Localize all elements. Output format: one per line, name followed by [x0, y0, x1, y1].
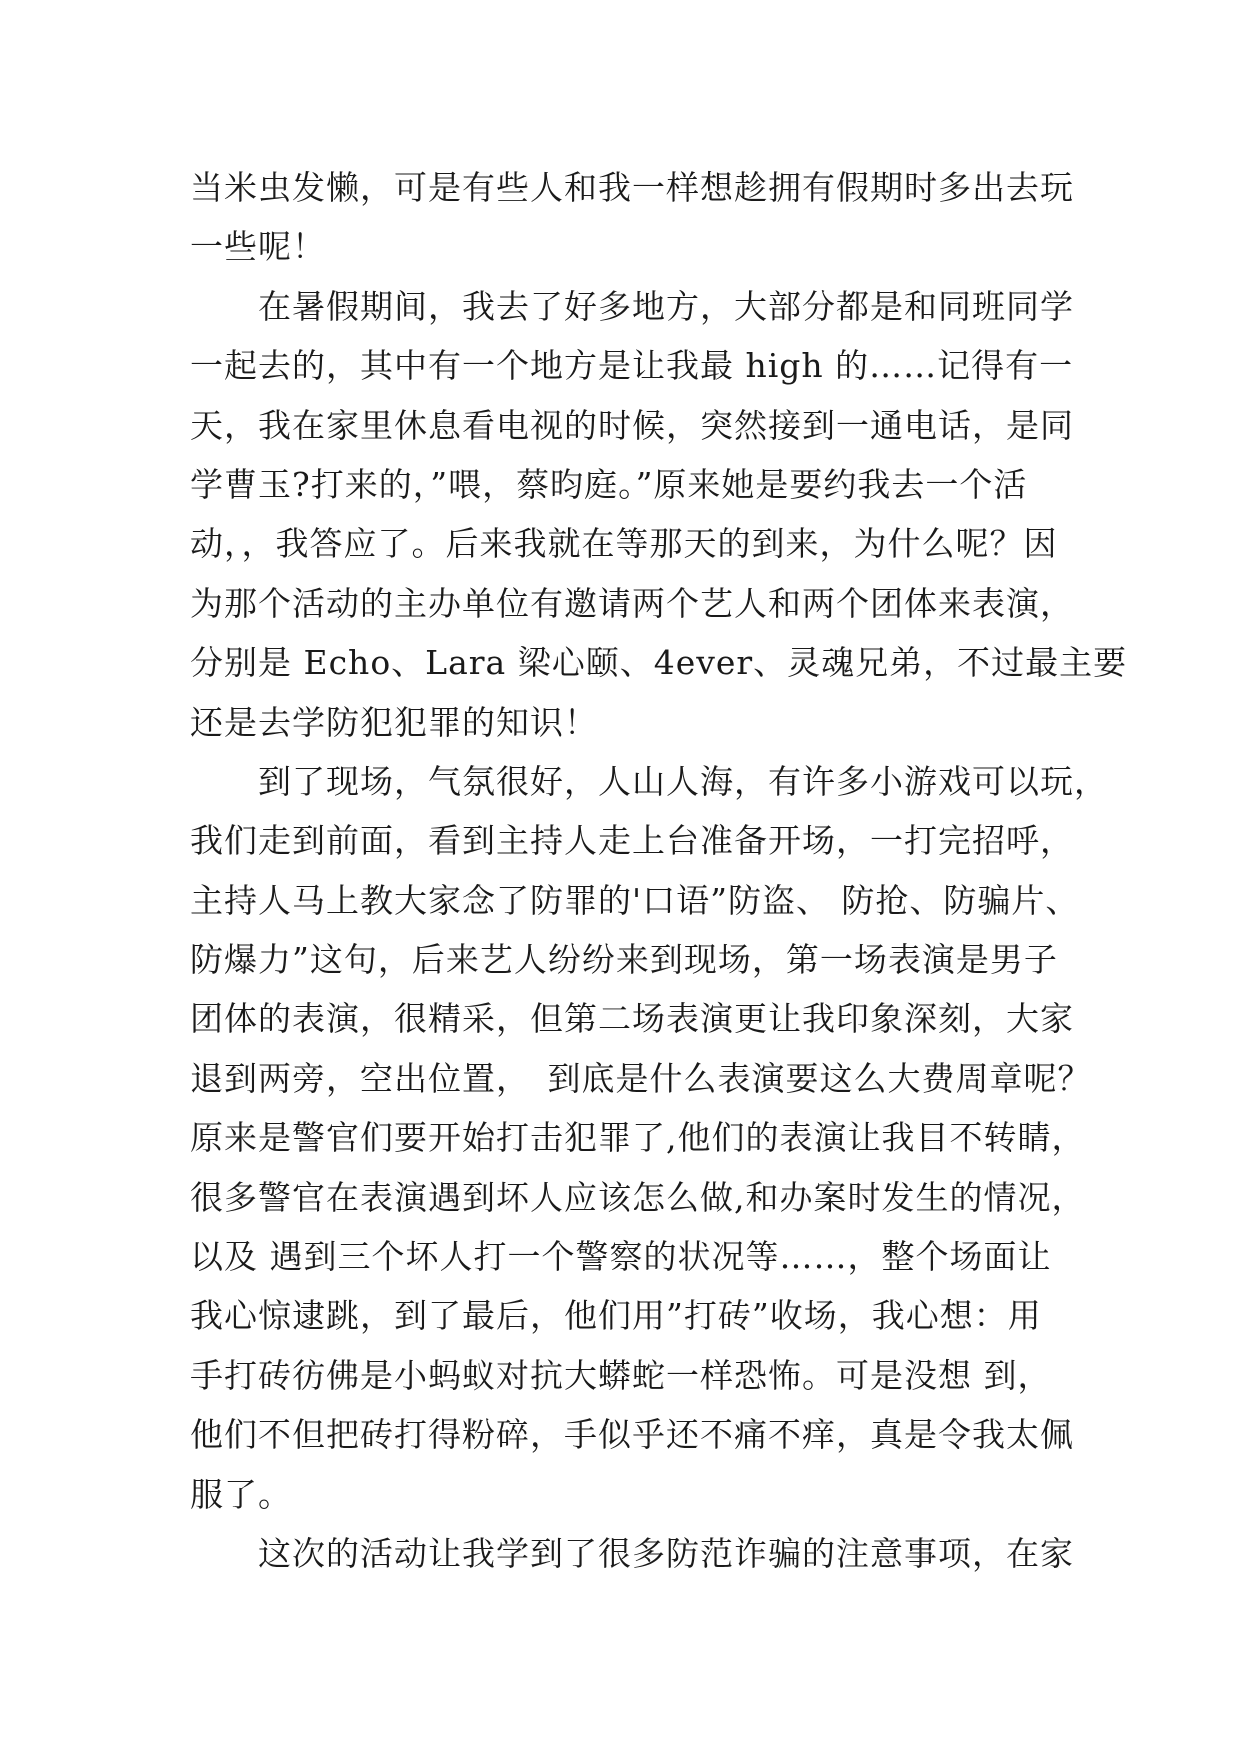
text-line: 当米虫发懒，可是有些人和我一样想趁拥有假期时多出去玩 — [190, 168, 1074, 207]
text-line: 一些呢！ — [190, 227, 326, 267]
text-line: 在暑假期间，我去了好多地方，大部分都是和同班同学 — [190, 286, 1074, 326]
text-line: 我心惊逮跳，到了最后，他们用”打砖”收场，我心想：用 — [190, 1296, 1042, 1336]
text-line: 他们不但把砖打得粉碎，手似乎还不痛不痒，真是令我太佩 — [190, 1415, 1074, 1455]
text-line: 一起去的，其中有一个地方是让我最 high 的……记得有一 — [190, 346, 1074, 386]
text-line: 为那个活动的主办单位有邀请两个艺人和两个团体来表演， — [190, 583, 1074, 623]
text-line: 以及 遇到三个坏人打一个警察的状况等……，整个场面让 — [190, 1237, 1052, 1277]
text-line: 很多警官在表演遇到坏人应该怎么做,和办案时发生的情况， — [190, 1177, 1086, 1217]
text-line: 到了现场，气氛很好，人山人海，有许多小游戏可以玩， — [190, 761, 1108, 801]
text-line: 动，，我答应了。后来我就在等那天的到来，为什么呢？因 — [190, 524, 1058, 564]
text-line: 手打砖彷佛是小蚂蚁对抗大蟒蛇一样恐怖。可是没想 到， — [190, 1355, 1052, 1395]
essay-body — [190, 158, 1128, 1583]
text-line: 分别是 Echo、Lara 梁心颐、4ever、灵魂兄弟，不过最主要 — [190, 643, 1128, 683]
text-line: 主持人马上教大家念了防罪的'口语”防盗、 防抢、防骗片、 — [190, 880, 1080, 920]
text-line: 团体的表演，很精采，但第二场表演更让我印象深刻，大家 — [190, 999, 1074, 1039]
text-line: 这次的活动让我学到了很多防范诈骗的注意事项，在家 — [190, 1533, 1074, 1573]
text-line: 原来是警官们要开始打击犯罪了,他们的表演让我目不转睛， — [190, 1118, 1086, 1158]
text-line: 防爆力”这句，后来艺人纷纷来到现场，第一场表演是男子 — [190, 940, 1058, 980]
text-line: 天，我在家里休息看电视的时候，突然接到一通电话，是同 — [190, 405, 1074, 445]
text-line: 退到两旁，空出位置， 到底是什么表演要这么大费周章呢？ — [190, 1058, 1092, 1098]
text-line: 还是去学防犯犯罪的知识！ — [190, 702, 598, 742]
text-line: 学曹玉?打来的，”喂，蔡昀庭。”原来她是要约我去一个活 — [190, 464, 1028, 504]
text-line: 我们走到前面，看到主持人走上台准备开场，一打完招呼， — [190, 821, 1074, 861]
text-line: 服了。 — [190, 1474, 292, 1514]
